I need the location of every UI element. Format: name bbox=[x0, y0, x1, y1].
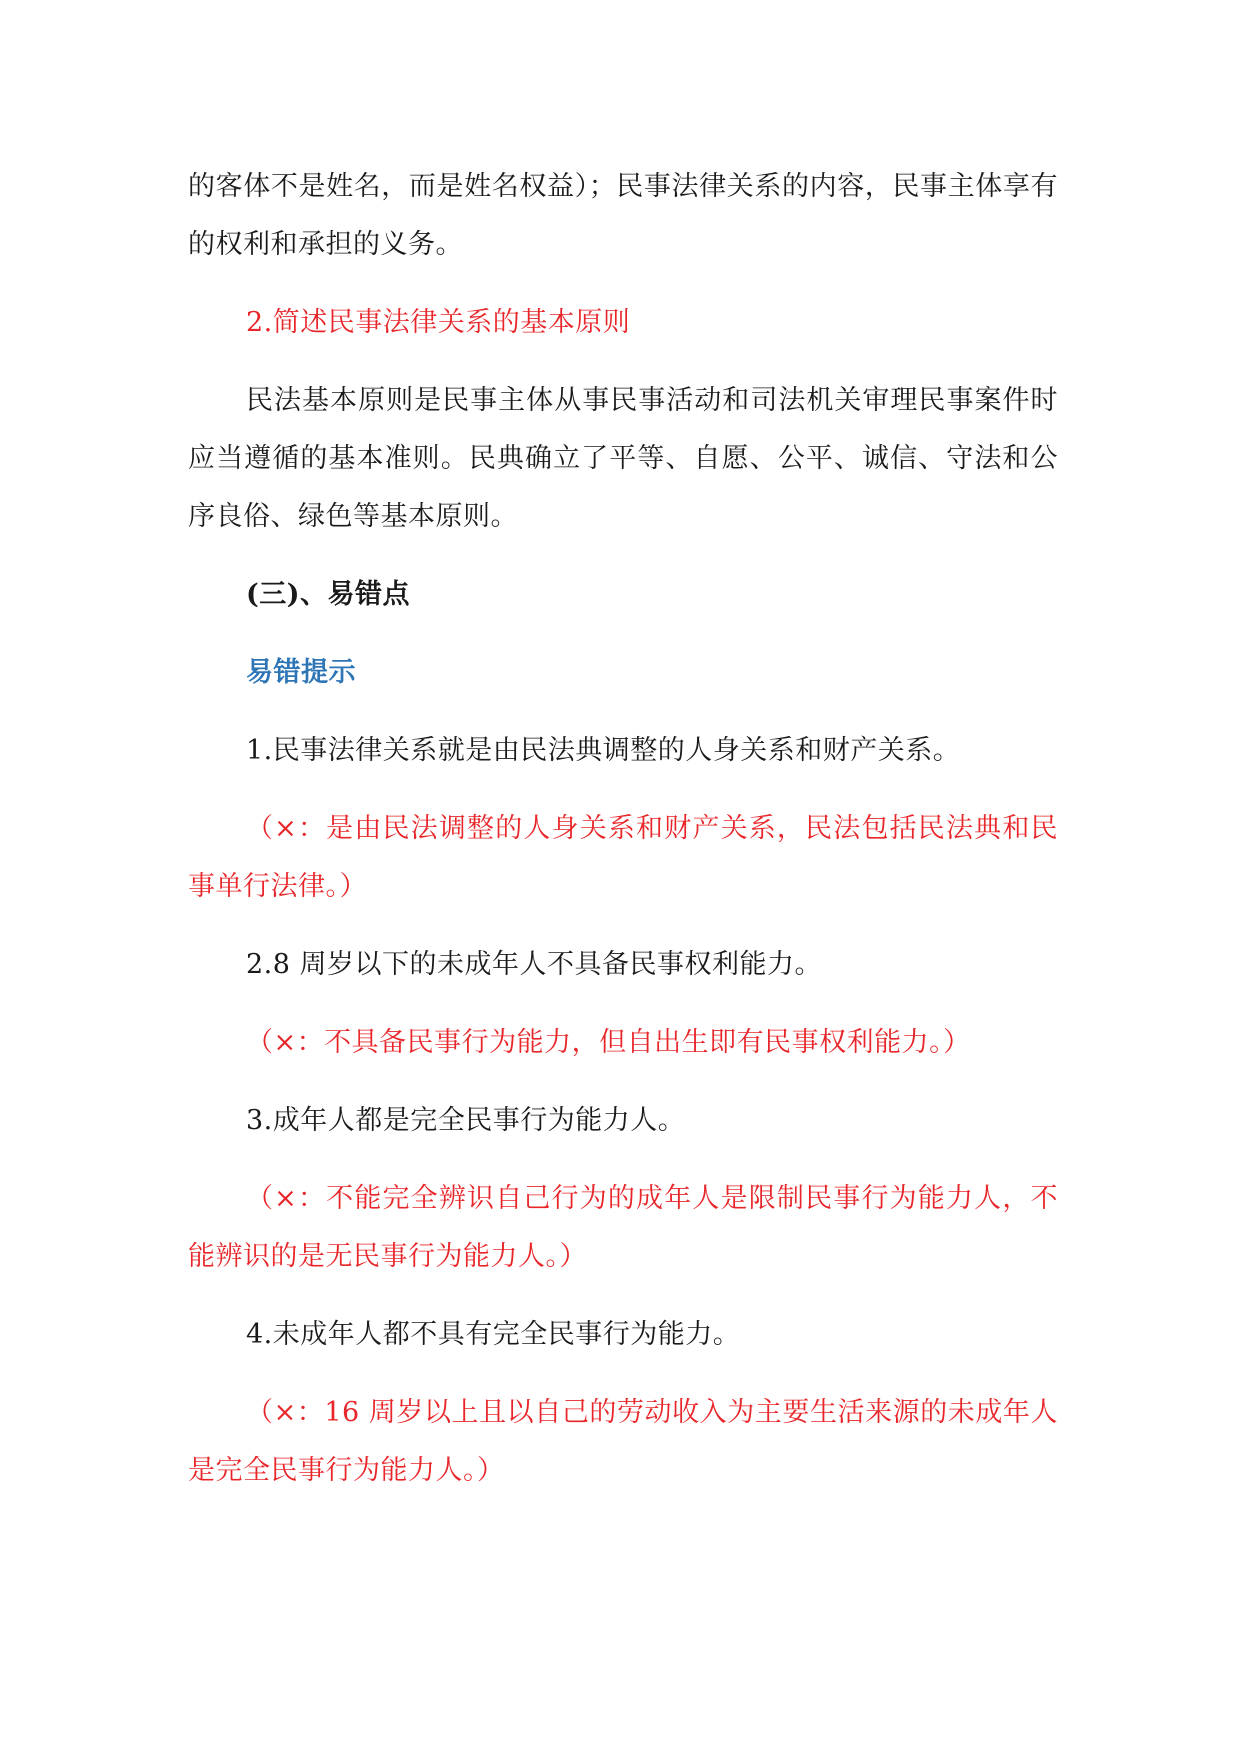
document-page bbox=[188, 158, 1058, 1520]
paragraph-principles: 民法基本原则是民事主体从事民事活动和司法机关审理民事案件时应当遵循的基本准则。民典确立了平等、自愿、公平、诚信、守法和公序良俗、绿色等基本原则。 bbox=[188, 385, 1058, 532]
error-correction-2: （×：不具备民事行为能力，但自出生即有民事权利能力。） bbox=[246, 1027, 971, 1058]
error-statement-4: 4.未成年人都不具有完全民事行为能力。 bbox=[246, 1319, 741, 1350]
error-statement-3: 3.成年人都是完全民事行为能力人。 bbox=[246, 1105, 686, 1136]
error-correction-4: （×：16 周岁以上且以自己的劳动收入为主要生活来源的未成年人是完全民事行为能力人。） bbox=[188, 1397, 1058, 1486]
section-heading: (三)、易错点 bbox=[246, 579, 411, 610]
subsection-heading: 易错提示 bbox=[246, 657, 356, 688]
error-statement-2: 2.8 周岁以下的未成年人不具备民事权利能力。 bbox=[246, 949, 823, 980]
error-statement-1: 1.民事法律关系就是由民法典调整的人身关系和财产关系。 bbox=[246, 735, 961, 766]
error-correction-3: （×：不能完全辨识自己行为的成年人是限制民事行为能力人，不能辨识的是无民事行为能力人。） bbox=[188, 1183, 1058, 1272]
error-correction-1: （×：是由民法调整的人身关系和财产关系，民法包括民法典和民事单行法律。） bbox=[188, 813, 1058, 902]
paragraph-continuation: 的客体不是姓名，而是姓名权益）；民事法律关系的内容，民事主体享有的权利和承担的义务。 bbox=[188, 171, 1058, 260]
question-heading: 2.简述民事法律关系的基本原则 bbox=[246, 307, 631, 338]
